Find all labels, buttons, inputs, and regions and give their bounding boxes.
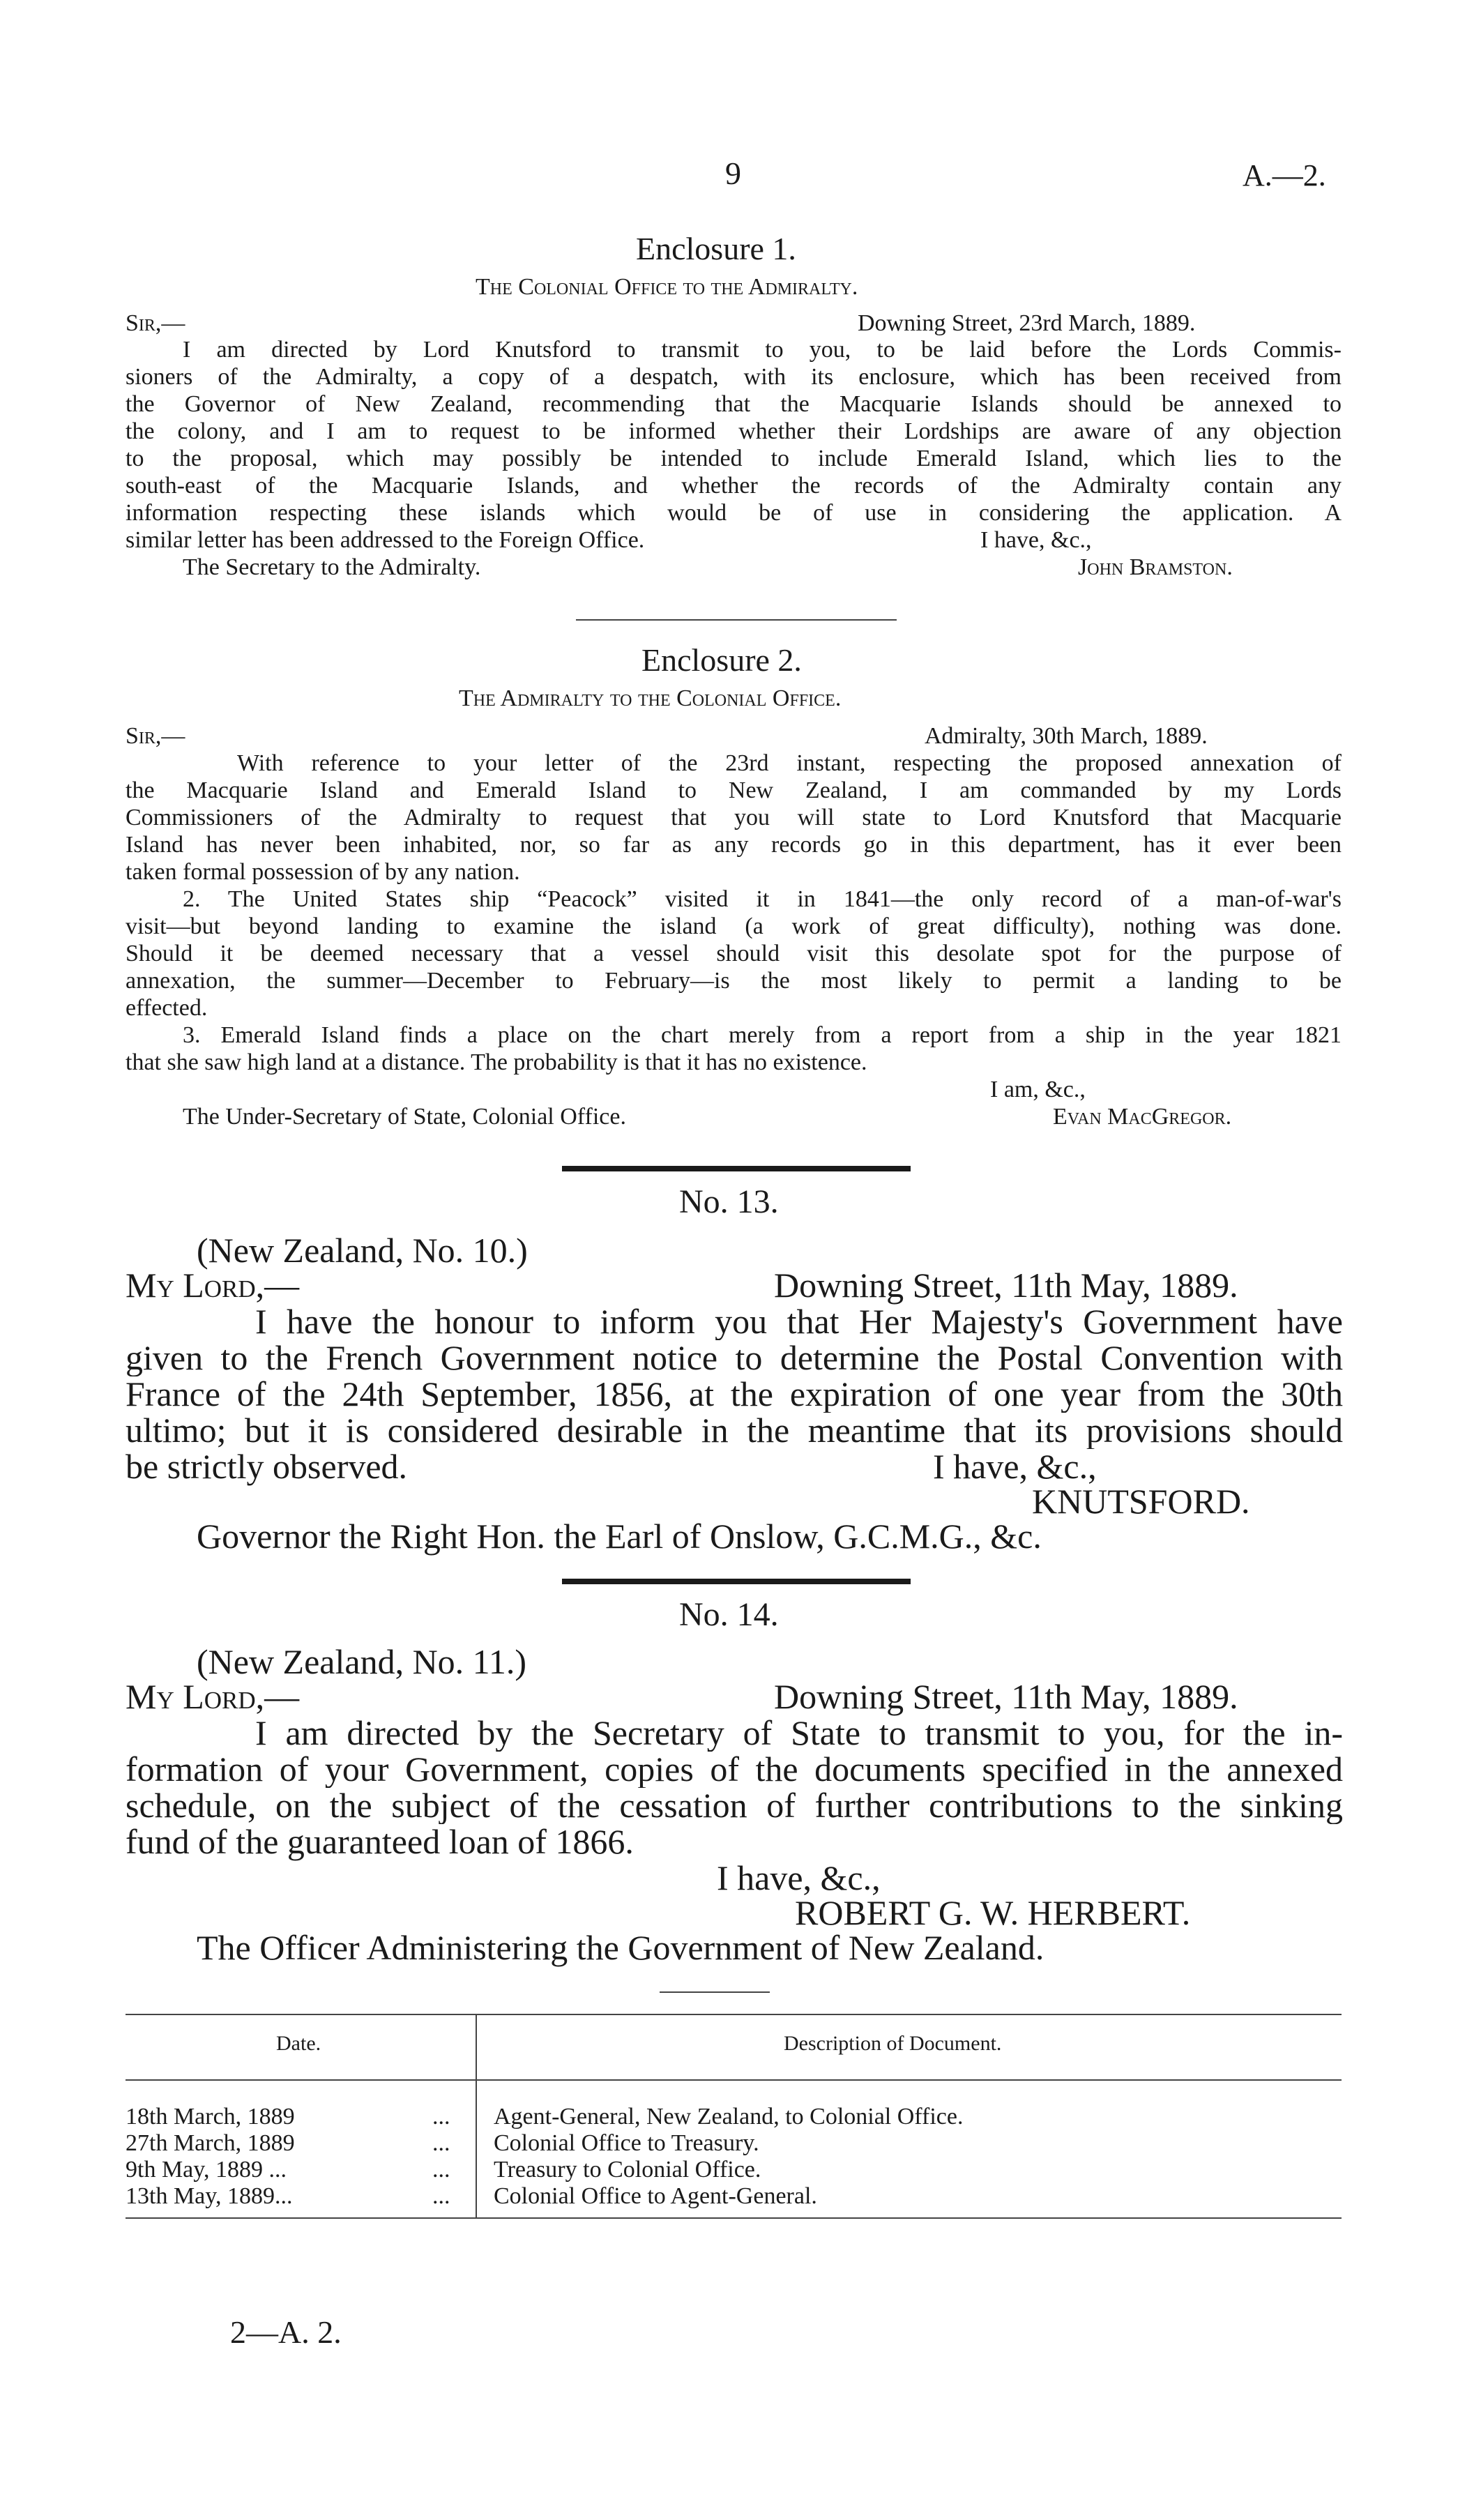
letter-14-line: schedule, on the subject of the cessation of further contributions to the sinking [126,1786,1343,1824]
row-date: 13th May, 1889... [126,2183,293,2209]
table-header-rule [126,2079,1342,2081]
table-header-description: Description of Document. [784,2032,1002,2055]
letter-13-line: given to the French Government notice to determine the Postal Convention with [126,1339,1343,1376]
letter-13-signature: KNUTSFORD. [1032,1482,1250,1521]
enclosure-2-line: Commissioners of the Admiralty to request that you will state to Lord Knutsford that Macquarie [126,805,1342,830]
divider-rule [576,619,897,621]
letter-14-closing: I have, &c., [717,1858,881,1897]
enclosure-2-line: 3. Emerald Island finds a place on the chart merely from a report from a ship in the year 1821 [183,1022,1342,1048]
letter-13-line: be strictly observed. [126,1447,408,1486]
enclosure-1-salutation: Sir,— [126,310,185,336]
enclosure-2-line: 2. The United States ship “Peacock” visited it in 1841—the only record of a man-of-war's [183,886,1342,912]
enclosure-1-line: south-east of the Macquarie Islands, and whether the records of the Admiralty contain any [126,473,1342,499]
letter-14-addressee: The Officer Administering the Government of New Zealand. [197,1928,1044,1967]
letter-13-heading: No. 13. [679,1183,779,1220]
letter-13-line: I have the honour to inform you that Her Majesty's Government have [255,1303,1343,1340]
letter-14-salutation: My Lord,— [126,1677,300,1716]
divider-rule [660,1991,770,1993]
footer-signature-mark: 2—A. 2. [230,2314,342,2350]
enclosure-2-line: effected. [126,995,208,1021]
row-leader: ... [432,2130,450,2156]
enclosure-2-line: annexation, the summer—December to February—is the most likely to permit a landing to be [126,968,1342,994]
enclosure-1-line: sioners of the Admiralty, a copy of a despatch, with its enclosure, which has been received from [126,364,1342,390]
enclosure-1-closing: I have, &c., [980,527,1092,553]
letter-14-ref: (New Zealand, No. 11.) [197,1642,526,1681]
row-leader: ... [432,2104,450,2130]
enclosure-1-from-to: The Colonial Office to the Admiralty. [476,274,858,300]
enclosure-2-line: the Macquarie Island and Emerald Island to New Zealand, I am commanded by my Lords [126,777,1342,803]
letter-14-line: formation of your Government, copies of the documents specified in the annexed [126,1750,1343,1788]
enclosure-2-closing: I am, &c., [990,1077,1086,1102]
row-description: Colonial Office to Treasury. [494,2130,759,2156]
row-date: 27th March, 1889 [126,2130,295,2156]
enclosure-2-line: taken formal possession of by any nation. [126,859,520,885]
enclosure-1-signature: John Bramston. [1078,554,1233,580]
letter-13-addressee: Governor the Right Hon. the Earl of Onslow, G.C.M.G., &c. [197,1517,1042,1556]
enclosure-1-line: the colony, and I am to request to be informed whether their Lordships are aware of any objection [126,418,1342,444]
letter-14-heading: No. 14. [679,1596,779,1633]
page-number: 9 [725,155,741,191]
table-bottom-rule [126,2217,1342,2219]
row-description: Colonial Office to Agent-General. [494,2183,817,2209]
enclosure-2-line: visit—but beyond landing to examine the island (a work of great difficulty), nothing was done. [126,913,1342,939]
enclosure-2-place-date: Admiralty, 30th March, 1889. [925,723,1208,749]
letter-14-signature: ROBERT G. W. HERBERT. [795,1893,1191,1932]
row-leader: ... [432,2183,450,2209]
row-description: Agent-General, New Zealand, to Colonial Office. [494,2104,964,2130]
letter-14-place-date: Downing Street, 11th May, 1889. [774,1677,1238,1716]
row-date: 18th March, 1889 [126,2104,295,2130]
enclosure-2-salutation: Sir,— [126,723,185,749]
enclosure-2-from-to: The Admiralty to the Colonial Office. [459,685,842,711]
enclosure-1-line: information respecting these islands which would be of use in considering the application. A [126,500,1342,526]
letter-13-salutation: My Lord,— [126,1266,300,1305]
letter-13-ref: (New Zealand, No. 10.) [197,1231,528,1270]
enclosure-1-line: I am directed by Lord Knutsford to transmit to you, to be laid before the Lords Commis- [183,337,1342,363]
table-column-divider [476,2014,477,2217]
row-description: Treasury to Colonial Office. [494,2157,761,2183]
row-leader: ... [432,2157,450,2183]
enclosure-1-line: to the proposal, which may possibly be intended to include Emerald Island, which lies to the [126,446,1342,471]
section-rule [562,1579,911,1584]
enclosure-2-line: Should it be deemed necessary that a vessel should visit this desolate spot for the purpose of [126,941,1342,966]
section-rule [562,1166,911,1171]
letter-14-line: I am directed by the Secretary of State to transmit to you, for the in- [255,1714,1343,1752]
enclosure-1-heading: Enclosure 1. [636,231,796,266]
enclosure-1-line: similar letter has been addressed to the Foreign Office. [126,527,645,553]
row-date: 9th May, 1889 ... [126,2157,287,2183]
enclosure-2-addressee: The Under-Secretary of State, Colonial Office. [183,1104,626,1130]
letter-13-line: France of the 24th September, 1856, at the expiration of one year from the 30th [126,1375,1343,1413]
enclosure-2-heading: Enclosure 2. [641,642,802,678]
enclosure-1-place-date: Downing Street, 23rd March, 1889. [858,310,1196,336]
enclosure-2-line: that she saw high land at a distance. The probability is that it has no existence. [126,1049,867,1075]
enclosure-2-line: With reference to your letter of the 23rd instant, respecting the proposed annexation of [237,750,1342,776]
enclosure-1-line: the Governor of New Zealand, recommending that the Macquarie Islands should be annexed to [126,391,1342,417]
table-top-rule [126,2014,1342,2015]
enclosure-1-addressee: The Secretary to the Admiralty. [183,554,481,580]
enclosure-2-signature: Evan MacGregor. [1053,1104,1232,1130]
paper-reference: A.—2. [1243,158,1326,192]
letter-13-closing: I have, &c., [933,1447,1097,1486]
letter-14-line: fund of the guaranteed loan of 1866. [126,1822,634,1861]
letter-13-line: ultimo; but it is considered desirable in the meantime that its provisions should [126,1411,1343,1449]
table-header-date: Date. [276,2032,321,2055]
enclosure-2-line: Island has never been inhabited, nor, so far as any records go in this department, has it ever been [126,832,1342,858]
letter-13-place-date: Downing Street, 11th May, 1889. [774,1266,1238,1305]
